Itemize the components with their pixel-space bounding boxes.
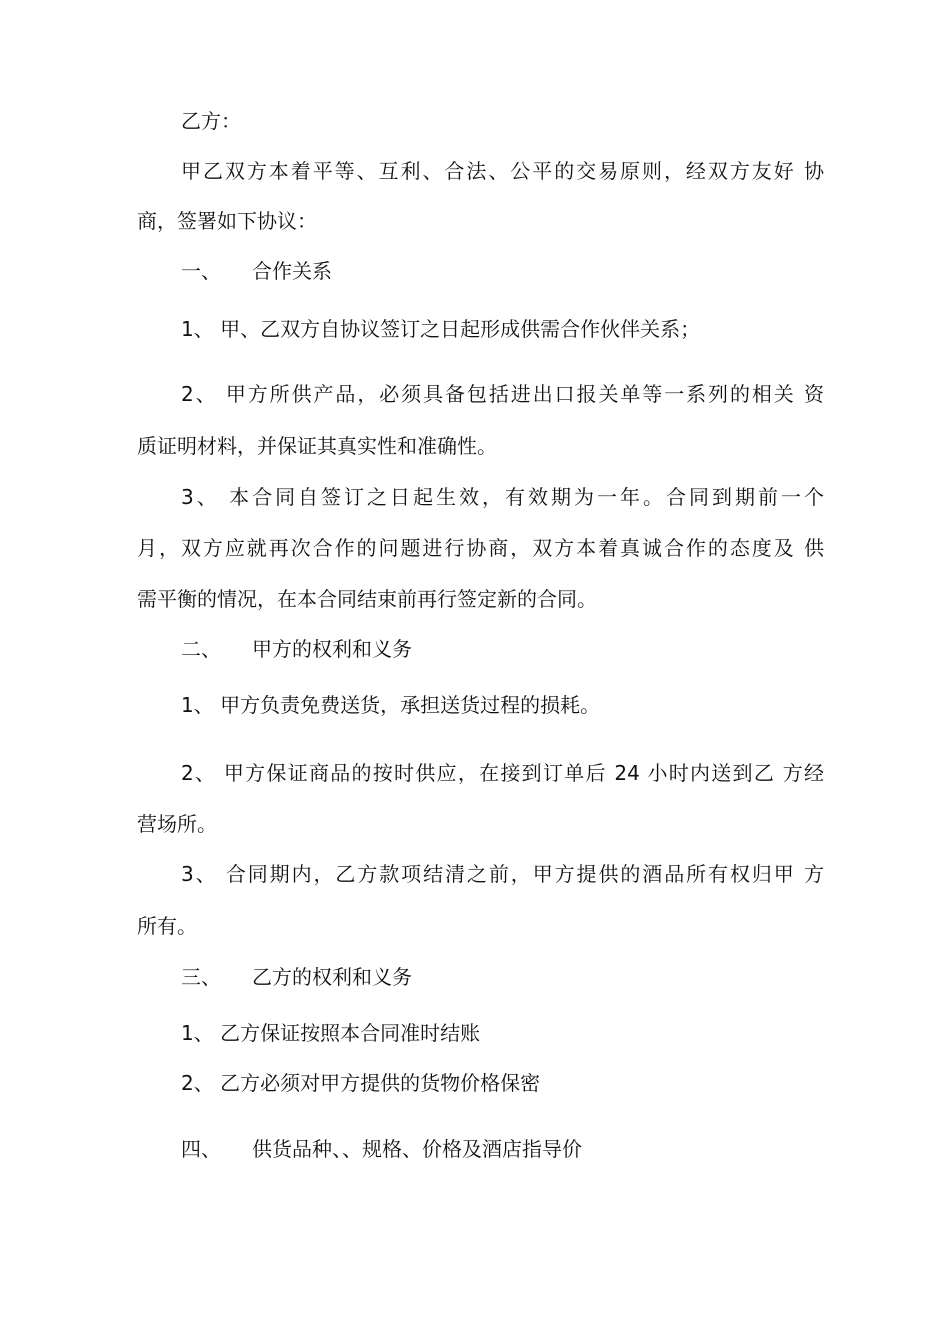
section-1-item-1: 1、 甲、乙双方自协议签订之日起形成供需合作伙伴关系；: [181, 317, 701, 341]
intro-line-1: 甲乙双方本着平等、互利、合法、公平的交易原则，经双方友好 协: [181, 159, 824, 183]
section-2-title: 甲方的权利和义务: [252, 637, 412, 661]
section-2-number: 二、: [181, 637, 221, 661]
section-3-item-1: 1、 乙方保证按照本合同准时结账: [181, 1021, 481, 1045]
section-1-item-3-line-2: 月，双方应就再次合作的问题进行协商，双方本着真诚合作的态度及 供: [137, 536, 824, 560]
section-1-item-2-line-1: 2、 甲方所供产品，必须具备包括进出口报关单等一系列的相关 资: [181, 382, 824, 406]
section-1-item-3-line-1: 3、 本合同自签订之日起生效，有效期为一年。合同到期前一个: [181, 485, 824, 509]
section-3-title: 乙方的权利和义务: [252, 965, 412, 989]
section-4-number: 四、: [181, 1137, 221, 1161]
section-3-item-2: 2、 乙方必须对甲方提供的货物价格保密: [181, 1071, 541, 1095]
section-2-item-3-line-1: 3、 合同期内，乙方款项结清之前，甲方提供的酒品所有权归甲 方: [181, 862, 824, 886]
intro-line-2: 商，签署如下协议：: [137, 209, 317, 233]
section-1-item-3-line-3: 需平衡的情况，在本合同结束前再行签定新的合同。: [137, 587, 597, 611]
section-2-item-2-line-2: 营场所。: [137, 812, 217, 836]
section-1-item-2-line-2: 质证明材料，并保证其真实性和准确性。: [137, 434, 497, 458]
section-2-item-1: 1、 甲方负责免费送货，承担送货过程的损耗。: [181, 693, 601, 717]
section-1-number: 一、: [181, 259, 221, 283]
section-1-title: 合作关系: [252, 259, 332, 283]
section-3-number: 三、: [181, 965, 221, 989]
section-2-item-3-line-2: 所有。: [137, 914, 197, 938]
section-4-title: 供货品种、、规格、价格及酒店指导价: [252, 1137, 582, 1161]
party-b-label: 乙方：: [181, 109, 241, 133]
section-2-item-2-line-1: 2、 甲方保证商品的按时供应，在接到订单后 24 小时内送到乙 方经: [181, 761, 824, 785]
